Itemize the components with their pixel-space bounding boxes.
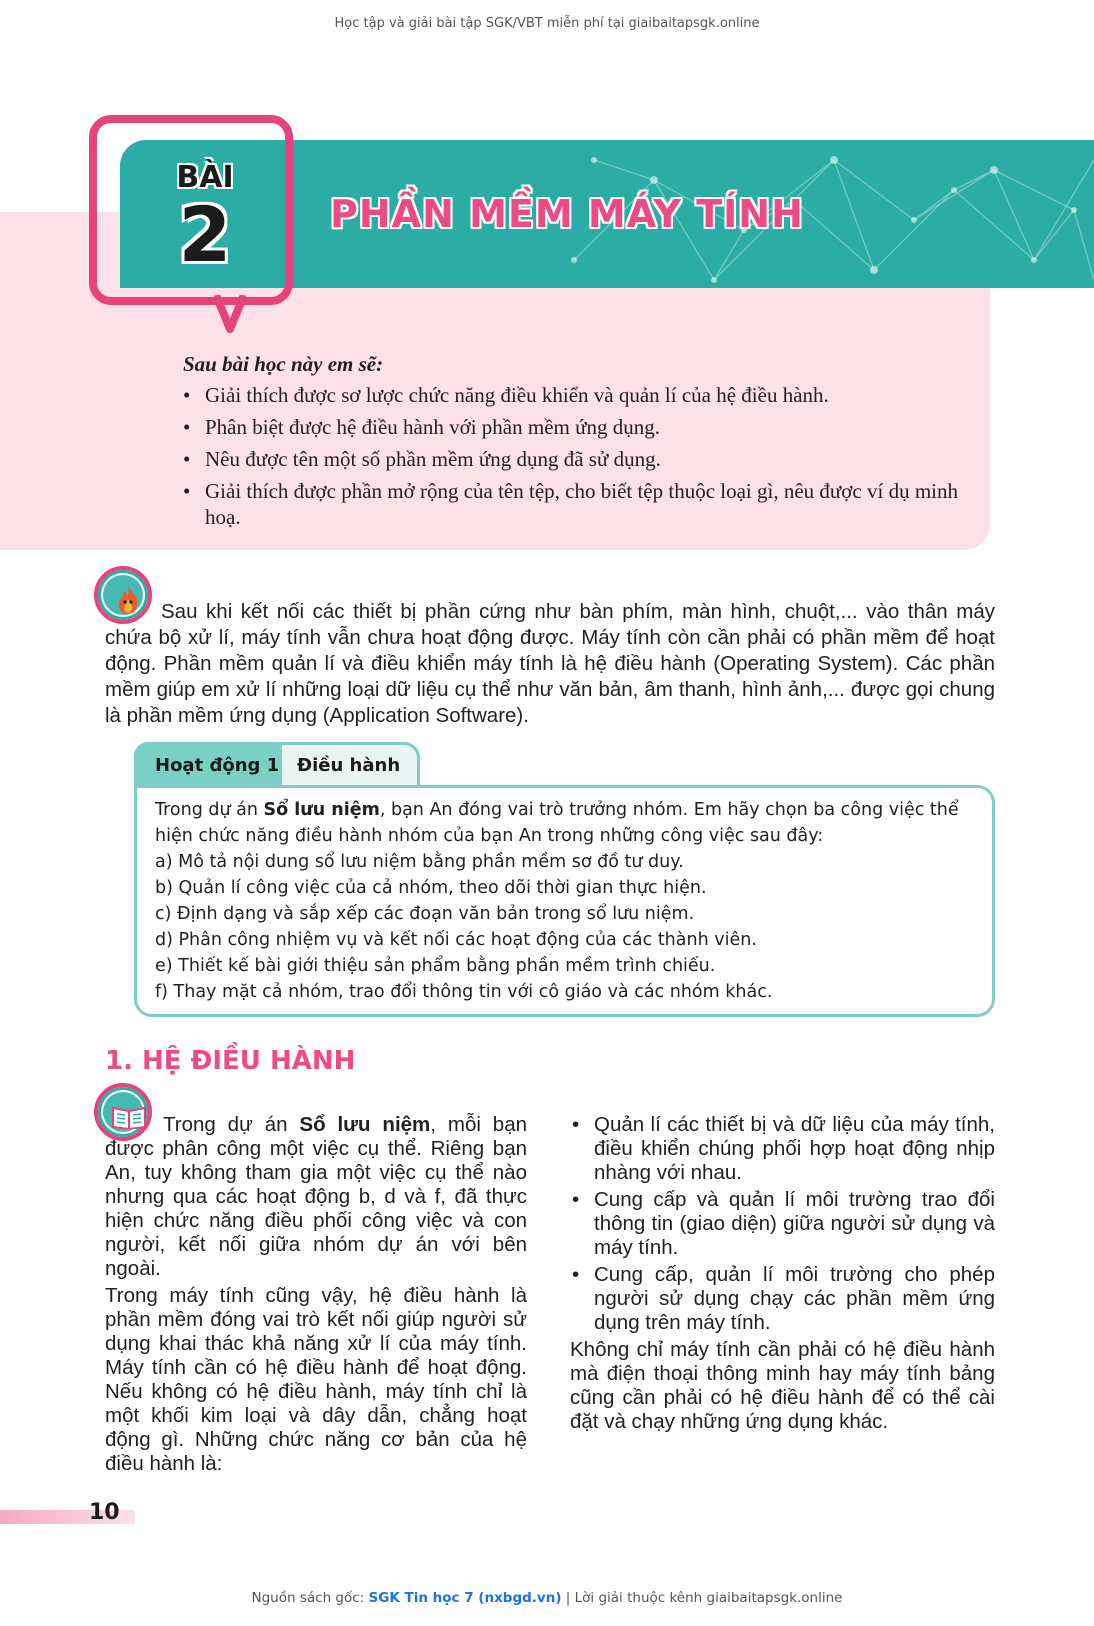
- activity-label: Hoạt động 1: [155, 755, 280, 776]
- section-title: 1. HỆ ĐIỀU HÀNH: [105, 1046, 356, 1076]
- source-link[interactable]: SGK Tin học 7 (nxbgd.vn): [368, 1590, 562, 1606]
- objective-item: • Giải thích được sơ lược chức năng điều khiển và quản lí của hệ điều hành.: [181, 382, 961, 408]
- page-number: 10: [89, 1500, 120, 1525]
- lesson-badge-word: BÀI: [176, 160, 234, 195]
- project-name: Sổ lưu niệm: [299, 1113, 431, 1136]
- os-function-item: • Cung cấp, quản lí môi trường cho phép người sử dụng chạy các phần mềm ứng dụng trên máy tính.: [570, 1263, 995, 1335]
- activity-option: f) Thay mặt cả nhóm, trao đổi thông tin với cô giáo và các nhóm khác.: [155, 982, 773, 1002]
- footer: Nguồn sách gốc: SGK Tin học 7 (nxbgd.vn) | Lời giải thuộc kênh giaibaitapsgk.online: [251, 1590, 843, 1606]
- badge-tail: [214, 295, 246, 333]
- intro-paragraph: Sau khi kết nối các thiết bị phần cứng như bàn phím, màn hình, chuột,... vào thân máy chứa bộ xử lí, máy tính vẫn chưa hoạt động được. Máy tính còn cần phải có phần mềm để hoạt động. Phần mềm quản lí và điều khiển máy tính là hệ điều hành (Operating System). Các phần mềm giúp em xử lí những loại dữ liệu cụ thể như văn bản, âm thanh, hình ảnh,... được gọi chung là phần mềm ứng dụng (Application Software).: [105, 600, 995, 727]
- objective-item: • Giải thích được phần mở rộng của tên tệp, cho biết tệp thuộc loại gì, nêu được ví dụ minh hoạ.: [181, 478, 961, 530]
- project-name: Sổ lưu niệm: [263, 800, 380, 820]
- activity-prompt: Trong dự án Sổ lưu niệm, bạn An đóng vai trò trưởng nhóm. Em hãy chọn ba công việc thể hiện chức năng điều hành nhóm của bạn An trong những công việc sau đây:: [155, 800, 959, 846]
- activity-option: c) Định dạng và sắp xếp các đoạn văn bản trong sổ lưu niệm.: [155, 904, 695, 924]
- section-right-column: [570, 1113, 995, 1434]
- activity-option: b) Quản lí công việc của cả nhóm, theo dõi thời gian thực hiện.: [155, 878, 707, 898]
- objective-item: • Nêu được tên một số phần mềm ứng dụng đã sử dụng.: [181, 446, 961, 472]
- os-function-item: • Quản lí các thiết bị và dữ liệu của máy tính, điều khiển chúng phối hợp hoạt động nhịp nhàng với nhau.: [570, 1113, 995, 1185]
- section-paragraph: Trong máy tính cũng vậy, hệ điều hành là phần mềm đóng vai trò kết nối giúp người sử dụng khai thác khả năng xử lí của máy tính. Máy tính cần có hệ điều hành để hoạt động. Nếu không có hệ điều hành, máy tính chỉ là một khối kim loại và dây dẫn, chẳng hoạt động gì. Những chức năng cơ bản của hệ điều hành là:: [105, 1284, 527, 1475]
- activity-option: e) Thiết kế bài giới thiệu sản phẩm bằng phần mềm trình chiếu.: [155, 956, 716, 976]
- objectives-title: Sau bài học này em sẽ:: [183, 352, 384, 376]
- section-left-column: [105, 1113, 527, 1479]
- section-paragraph: Không chỉ máy tính cần phải có hệ điều hành mà điện thoại thông minh hay máy tính bảng cũng cần phải có hệ điều hành để có thể cài đặt và chạy những ứng dụng khác.: [570, 1338, 995, 1433]
- activity-option: a) Mô tả nội dung sổ lưu niệm bằng phần mềm sơ đồ tư duy.: [155, 852, 684, 872]
- objectives-list: [181, 382, 961, 536]
- lesson-title: PHẦN MỀM MÁY TÍNH: [330, 192, 804, 236]
- section-paragraph: Trong dự án Sổ lưu niệm, mỗi bạn được phân công một việc cụ thể. Riêng bạn An, tuy không tham gia một việc cụ thể nào nhưng qua các hoạt động b, d và f, đã thực hiện chức năng điều phối công việc và con người, kết nối giữa nhóm dự án với bên ngoài.: [105, 1113, 527, 1280]
- activity-name: Điều hành: [297, 755, 401, 776]
- os-functions-list: [570, 1113, 995, 1335]
- top-note: Học tập và giải bài tập SGK/VBT miễn phí tại giaibaitapsgk.online: [334, 16, 760, 31]
- activity-option: d) Phân công nhiệm vụ và kết nối các hoạt động của các thành viên.: [155, 930, 757, 950]
- activity-content: [155, 797, 980, 1005]
- objective-item: • Phân biệt được hệ điều hành với phần mềm ứng dụng.: [181, 414, 961, 440]
- os-function-item: • Cung cấp và quản lí môi trường trao đổi thông tin (giao diện) giữa người sử dụng và máy tính.: [570, 1188, 995, 1260]
- lesson-badge-number: 2: [178, 190, 232, 279]
